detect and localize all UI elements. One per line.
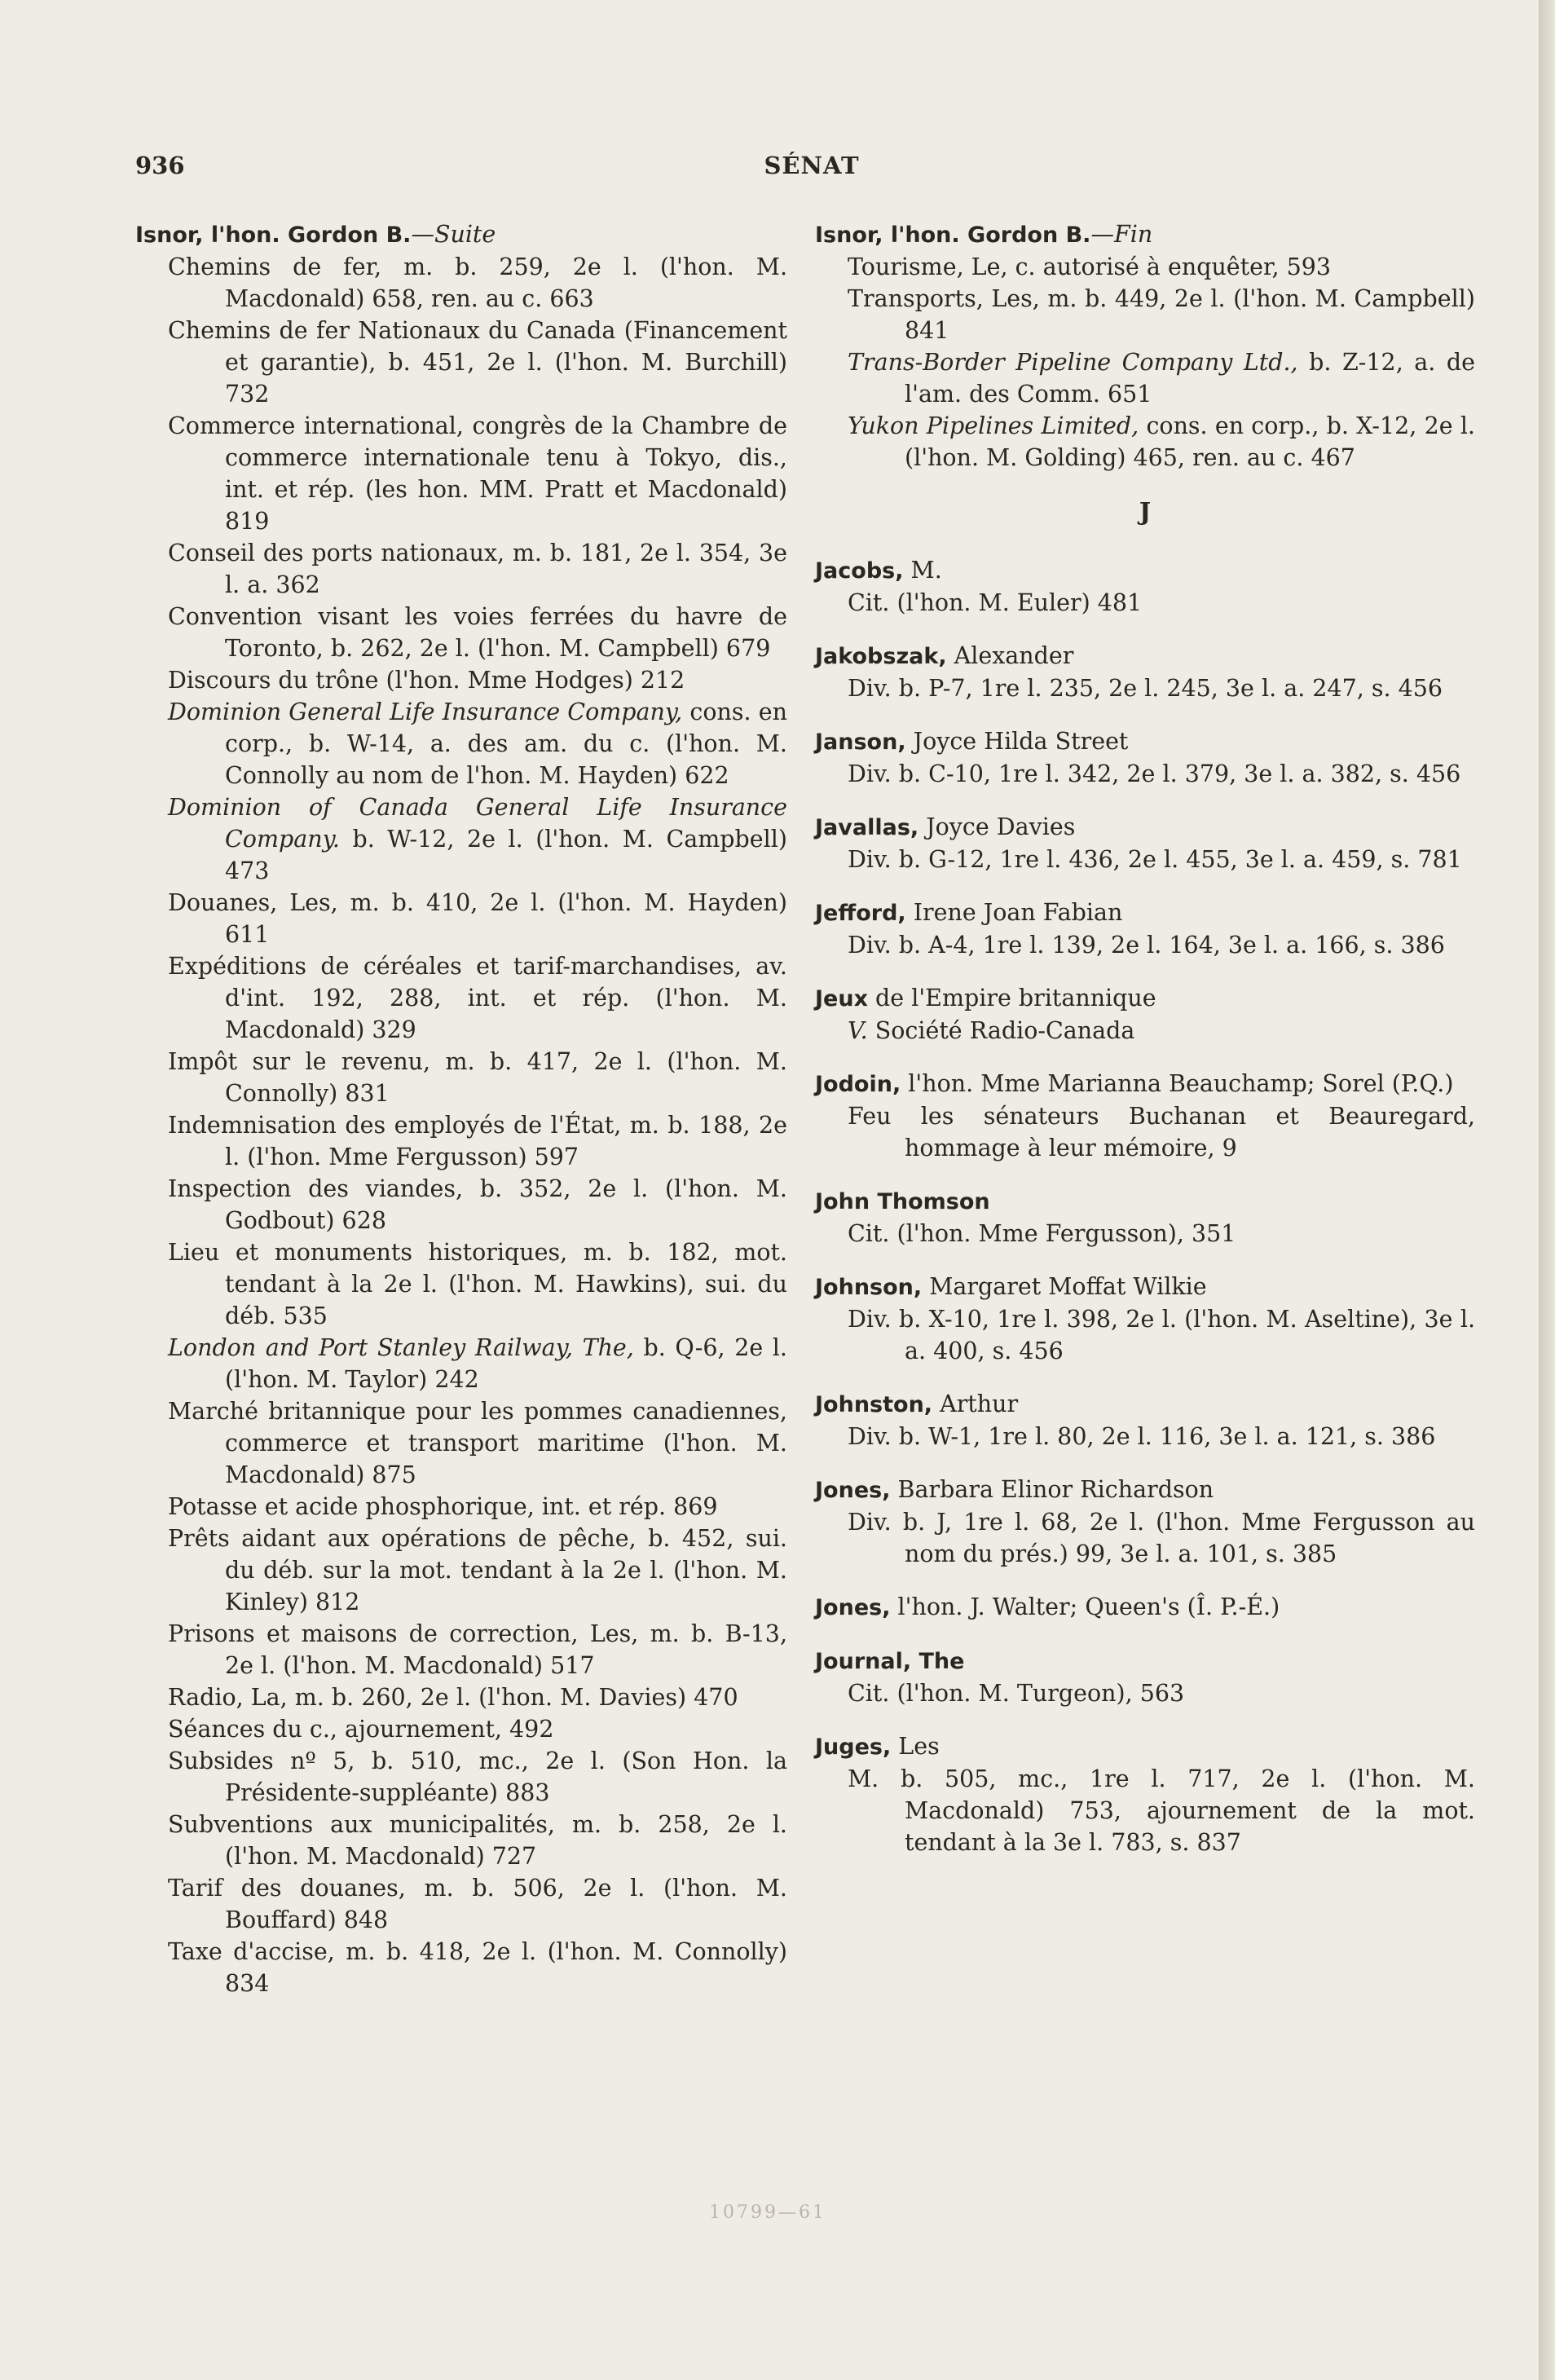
- subentry-title: Trans-Border Pipeline Company Ltd.,: [848, 349, 1298, 376]
- index-subentry: [815, 587, 1475, 619]
- index-subentry: [135, 1395, 787, 1491]
- index-heading: [815, 982, 1475, 1015]
- subentry-text: Lieu et monuments historiques, m. b. 182, mot. tendant à la 2e l. (l'hon. M. Hawkins), sui. du déb. 535: [168, 1239, 787, 1329]
- index-heading: [815, 1474, 1475, 1506]
- index-subentry: [135, 1046, 787, 1109]
- section-letter: J: [1139, 498, 1152, 527]
- index-heading: [815, 725, 1475, 758]
- heading-name: Jeux: [815, 986, 868, 1012]
- subentry-text: Indemnisation des employés de l'État, m. b. 188, 2e l. (l'hon. Mme Fergusson) 597: [168, 1112, 787, 1170]
- subentry-text: Conseil des ports nationaux, m. b. 181, 2e l. 354, 3e l. a. 362: [168, 540, 787, 598]
- subentry-text: Feu les sénateurs Buchanan et Beauregard, hommage à leur mémoire, 9: [848, 1103, 1475, 1161]
- index-subentry: [135, 950, 787, 1046]
- index-subentry: [815, 1763, 1475, 1858]
- running-title: SÉNAT: [764, 152, 860, 179]
- subentry-text: Potasse et acide phosphorique, int. et rép. 869: [168, 1493, 718, 1520]
- heading-continuation: Suite: [434, 221, 496, 248]
- subentry-text: Tourisme, Le, c. autorisé à enquêter, 593: [848, 253, 1331, 280]
- subentry-text: Société Radio-Canada: [867, 1017, 1135, 1044]
- index-heading: [815, 811, 1475, 844]
- index-subentry: [815, 1421, 1475, 1452]
- subentry-text: Chemins de fer Nationaux du Canada (Financement et garantie), b. 451, 2e l. (l'hon. M. Burchill) 732: [168, 317, 787, 408]
- heading-rest: l'hon. J. Walter; Queen's (Î. P.-É.): [890, 1593, 1280, 1620]
- subentry-text: cons. en corp., b. X-12, 2e l. (l'hon. M. Golding) 465, ren. au c. 467: [905, 412, 1475, 471]
- subentry-text: Subventions aux municipalités, m. b. 258, 2e l. (l'hon. M. Macdonald) 727: [168, 1811, 787, 1870]
- right-column: [815, 218, 1475, 1858]
- subentry-title: Dominion General Life Insurance Company,: [168, 699, 683, 725]
- heading-rest: Joyce Davies: [918, 813, 1076, 840]
- index-subentry: [135, 1681, 787, 1713]
- index-subentry: [135, 537, 787, 601]
- heading-continuation: Fin: [1113, 221, 1153, 248]
- index-subentry: [815, 1303, 1475, 1367]
- subentry-text: Discours du trône (l'hon. Mme Hodges) 212: [168, 667, 685, 694]
- index-subentry: [815, 410, 1475, 474]
- index-subentry: [135, 887, 787, 950]
- subentry-text: Div. b. P-7, 1re l. 235, 2e l. 245, 3e l. a. 247, s. 456: [848, 675, 1443, 702]
- subentry-text: Commerce international, congrès de la Chambre de commerce internationale tenu à Tokyo, dis., int. et rép. (les hon. MM. Pratt et Macdonald) 819: [168, 412, 787, 535]
- page-edge: [1539, 0, 1555, 2380]
- heading-name: Johnson,: [815, 1275, 923, 1300]
- index-subentry: [135, 1936, 787, 1999]
- subentry-text: Taxe d'accise, m. b. 418, 2e l. (l'hon. M. Connolly) 834: [168, 1938, 787, 1997]
- index-subentry: [815, 251, 1475, 283]
- subentry-text: Div. b. C-10, 1re l. 342, 2e l. 379, 3e l. a. 382, s. 456: [848, 760, 1461, 787]
- subentry-title: London and Port Stanley Railway, The,: [168, 1334, 634, 1361]
- index-subentry: [135, 1236, 787, 1332]
- subentry-text: Cit. (l'hon. Mme Fergusson), 351: [848, 1220, 1236, 1247]
- heading-rest: Irene Joan Fabian: [905, 899, 1123, 926]
- index-heading: [815, 1388, 1475, 1421]
- subentry-text: cons. en corp., b. W-14, a. des am. du c. (l'hon. M. Connolly au nom de l'hon. M. Hayden) 622: [225, 699, 787, 789]
- subentry-text: Séances du c., ajournement, 492: [168, 1716, 554, 1743]
- subentry-text: b. Q-6, 2e l. (l'hon. M. Taylor) 242: [225, 1334, 787, 1393]
- heading-name: John Thomson: [815, 1189, 990, 1214]
- heading-rest: Barbara Elinor Richardson: [890, 1476, 1214, 1503]
- index-subentry: [135, 601, 787, 664]
- subentry-title: Dominion of Canada General Life Insurance Company.: [168, 794, 787, 853]
- index-heading: [815, 1591, 1475, 1624]
- page-header: [135, 152, 1488, 189]
- page-number: 936: [135, 152, 185, 179]
- index-subentry: [135, 1173, 787, 1236]
- heading-name: Jodoin,: [815, 1072, 901, 1097]
- index-subentry: [135, 664, 787, 696]
- heading-rest: Les: [891, 1733, 940, 1760]
- index-subentry: [135, 1809, 787, 1872]
- index-subentry: [135, 791, 787, 887]
- index-subentry: [135, 1745, 787, 1809]
- index-subentry: [815, 1218, 1475, 1250]
- heading-rest: —: [1090, 221, 1114, 248]
- heading-rest: M.: [903, 557, 942, 584]
- index-heading: [815, 1730, 1475, 1763]
- subentry-text: Div. b. X-10, 1re l. 398, 2e l. (l'hon. M. Aseltine), 3e l. a. 400, s. 456: [848, 1306, 1475, 1364]
- subentry-text: Chemins de fer, m. b. 259, 2e l. (l'hon. M. Macdonald) 658, ren. au c. 663: [168, 253, 787, 312]
- index-subentry: [135, 1491, 787, 1523]
- subentry-text: Expéditions de céréales et tarif-marchandises, av. d'int. 192, 288, int. et rép. (l'hon. M. Macdonald) 329: [168, 953, 787, 1043]
- heading-rest: Joyce Hilda Street: [905, 728, 1129, 755]
- index-subentry: [135, 1713, 787, 1745]
- heading-name: Janson,: [815, 729, 906, 755]
- subentry-text: Subsides nº 5, b. 510, mc., 2e l. (Son Hon. la Présidente-suppléante) 883: [168, 1748, 787, 1806]
- subentry-text: Marché britannique pour les pommes canadiennes, commerce et transport maritime (l'hon. M. Macdonald) 875: [168, 1398, 787, 1488]
- index-heading: [135, 218, 787, 251]
- subentry-text: b. Z-12, a. de l'am. des Comm. 651: [905, 349, 1475, 408]
- subentry-text: Inspection des viandes, b. 352, 2e l. (l'hon. M. Godbout) 628: [168, 1175, 787, 1234]
- heading-name: Isnor, l'hon. Gordon B.: [135, 223, 412, 248]
- subentry-text: Douanes, Les, m. b. 410, 2e l. (l'hon. M. Hayden) 611: [168, 889, 787, 948]
- index-subentry: [135, 410, 787, 537]
- heading-rest: Alexander: [946, 642, 1074, 669]
- index-subentry: [815, 283, 1475, 346]
- heading-name: Johnston,: [815, 1392, 933, 1417]
- heading-rest: Arthur: [932, 1391, 1019, 1417]
- heading-rest: Margaret Moffat Wilkie: [922, 1273, 1207, 1300]
- subentry-text: Div. b. W-1, 1re l. 80, 2e l. 116, 3e l. a. 121, s. 386: [848, 1423, 1436, 1450]
- subentry-text: Prêts aidant aux opérations de pêche, b. 452, sui. du déb. sur la mot. tendant à la 2e l. (l'hon. M. Kinley) 812: [168, 1525, 787, 1615]
- index-heading: [815, 1271, 1475, 1303]
- index-subentry: [135, 1332, 787, 1395]
- index-subentry: [135, 1618, 787, 1681]
- index-subentry: [135, 251, 787, 315]
- subentry-text: Div. b. G-12, 1re l. 436, 2e l. 455, 3e l. a. 459, s. 781: [848, 846, 1462, 873]
- index-subentry: [815, 1100, 1475, 1164]
- heading-name: Jones,: [815, 1595, 891, 1620]
- heading-rest: —: [411, 221, 434, 248]
- index-subentry: [135, 315, 787, 410]
- subentry-text: Div. b. A-4, 1re l. 139, 2e l. 164, 3e l. a. 166, s. 386: [848, 932, 1445, 959]
- heading-name: Jones,: [815, 1478, 891, 1503]
- index-subentry: [815, 1506, 1475, 1570]
- index-heading: [815, 1068, 1475, 1100]
- heading-name: Javallas,: [815, 815, 919, 840]
- heading-name: Isnor, l'hon. Gordon B.: [815, 223, 1091, 248]
- subentry-text: Radio, La, m. b. 260, 2e l. (l'hon. M. Davies) 470: [168, 1684, 738, 1711]
- index-subentry: [135, 696, 787, 791]
- index-heading: [815, 1645, 1475, 1677]
- subentry-text: Cit. (l'hon. M. Euler) 481: [848, 589, 1143, 616]
- heading-name: Jefford,: [815, 901, 906, 926]
- index-heading: [815, 1185, 1475, 1218]
- heading-rest: de l'Empire britannique: [868, 985, 1156, 1012]
- index-subentry: [135, 1109, 787, 1173]
- index-heading: [815, 218, 1475, 251]
- index-subentry: [135, 1872, 787, 1936]
- subentry-text: Cit. (l'hon. M. Turgeon), 563: [848, 1680, 1185, 1707]
- subentry-title: Yukon Pipelines Limited,: [848, 412, 1139, 439]
- heading-name: Juges,: [815, 1734, 892, 1760]
- subentry-text: Transports, Les, m. b. 449, 2e l. (l'hon. M. Campbell) 841: [848, 285, 1475, 344]
- heading-name: Jakobszak,: [815, 644, 947, 669]
- heading-name: Jacobs,: [815, 558, 904, 584]
- index-subentry: [815, 844, 1475, 875]
- index-subentry: [815, 1677, 1475, 1709]
- index-subentry: [815, 672, 1475, 704]
- subentry-text: M. b. 505, mc., 1re l. 717, 2e l. (l'hon. M. Macdonald) 753, ajournement de la mot. tendant à la 3e l. 783, s. 837: [848, 1765, 1475, 1856]
- index-heading: [815, 897, 1475, 929]
- index-heading: [815, 554, 1475, 587]
- subentry-text: b. W-12, 2e l. (l'hon. M. Campbell) 473: [225, 826, 787, 884]
- heading-rest: l'hon. Mme Marianna Beauchamp; Sorel (P.Q.): [901, 1070, 1454, 1097]
- footer-stamp: 10799—61: [709, 2202, 826, 2223]
- subentry-text: Div. b. J, 1re l. 68, 2e l. (l'hon. Mme Fergusson au nom du prés.) 99, 3e l. a. 101, s. 385: [848, 1509, 1475, 1567]
- index-subentry: [815, 758, 1475, 790]
- index-heading: [815, 640, 1475, 672]
- index-subentry: [815, 1015, 1475, 1047]
- index-subentry: [135, 1523, 787, 1618]
- heading-name: Journal, The: [815, 1649, 965, 1674]
- subentry-text: Tarif des douanes, m. b. 506, 2e l. (l'hon. M. Bouffard) 848: [168, 1875, 787, 1933]
- subentry-text: Convention visant les voies ferrées du havre de Toronto, b. 262, 2e l. (l'hon. M. Campbell) 679: [168, 603, 787, 662]
- subentry-title: V.: [848, 1017, 868, 1044]
- index-subentry: [815, 346, 1475, 410]
- left-column: [135, 218, 787, 1999]
- subentry-text: Prisons et maisons de correction, Les, m. b. B-13, 2e l. (l'hon. M. Macdonald) 517: [168, 1620, 787, 1679]
- index-subentry: [815, 929, 1475, 961]
- subentry-text: Impôt sur le revenu, m. b. 417, 2e l. (l'hon. M. Connolly) 831: [168, 1048, 787, 1107]
